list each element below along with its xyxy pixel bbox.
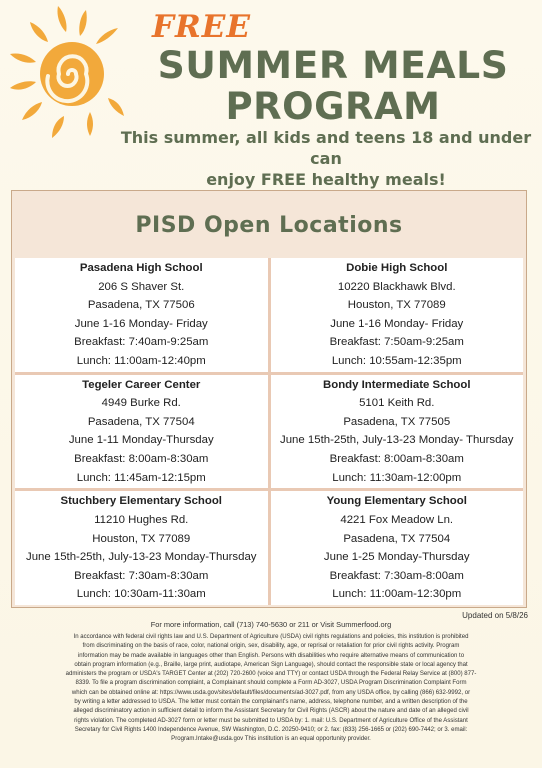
legal-line: alleged discriminatory action in sufficient detail to inform the Assistant Secretary for Civil Rights (ASCR) about the nature and date of an alleged civil [73,708,469,715]
subtitle-line2: enjoy FREE healthy meals! [206,170,446,189]
locations-header [12,191,526,259]
locations-title: PISD Open Locations [135,212,403,238]
location-name: Dobie High School [346,262,448,275]
sun-ray [10,53,36,62]
location-dates: June 1-25 Monday-Thursday [323,551,470,564]
legal-line: 8339. To file a program discrimination complaint, a Complainant should complete a Form AD-3027, USDA Program Discrimination Complaint Form [75,680,467,687]
nondiscrimination-statement [12,633,530,745]
location-breakfast: Breakfast: 8:00am-8:30am [329,453,464,466]
legal-line: In accordance with federal civil rights law and U.S. Department of Agriculture (USDA) civil rights regulations and policies, this institution is prohibited [73,634,469,640]
location-address: 206 S Shaver St. [98,280,185,293]
location-card [271,375,524,489]
sun-ray [96,28,118,44]
legal-line: rights violation. The completed AD-3027 form or letter must be submitted to USDA by: 1. mail: U.S. Department of Agriculture Office of the Assistant [74,717,468,724]
location-dates: June 1-16 Monday- Friday [330,317,464,330]
location-city: Pasadena, TX 77504 [87,415,195,428]
location-dates: June 1-16 Monday- Friday [74,317,208,330]
info-line: For more information, call (713) 740-5630 or 211 or Visit Summerfood.org [150,620,392,629]
legal-line: Program.Intake@usda.gov This institution is an equal opportunity provider. [171,736,371,743]
location-address: 4949 Burke Rd. [101,397,181,410]
location-city: Houston, TX 77089 [347,299,446,312]
location-address: 4221 Fox Meadow Ln. [340,513,454,526]
location-breakfast: Breakfast: 8:00am-8:30am [74,453,209,466]
location-name: Stuchbery Elementary School [60,495,222,508]
legal-line: obtain program information (e.g., Braille, large print, audiotape, American Sign Language), should contact the responsible state or local agency that [74,661,468,668]
location-name: Pasadena High School [79,262,203,275]
location-breakfast: Breakfast: 7:40am-9:25am [74,336,209,349]
sun-ray [79,10,87,36]
location-card [15,375,268,489]
location-card [15,491,268,605]
sun-icon [6,2,138,142]
sun-ray [52,116,64,138]
location-card [271,491,524,605]
locations-table [11,190,527,608]
legal-line: administers the program or USDA's TARGET Center at (202) 720-2600 (voice and TTY) or contact USDA through the Federal Relay Service at (800) 877- [65,671,477,678]
sun-ray [87,112,93,136]
sun-ray [57,6,66,32]
location-dates: June 15th-25th, July-13-23 Monday- Thursday [280,434,514,447]
sun-ray [22,102,42,120]
sun-ray [108,98,124,116]
location-card [271,258,524,372]
legal-line: by writing a letter addressed to USDA. The letter must contain the complainant's name, address, telephone number, and a written description of the [74,699,468,706]
location-address: 10220 Blackhawk Blvd. [337,280,456,293]
title-line2: PROGRAM [225,85,441,128]
location-lunch: Lunch: 10:30am-11:30am [76,588,206,601]
sun-ray [10,81,36,89]
subtitle-line1: This summer, all kids and teens 18 and under can [120,128,532,168]
location-city: Houston, TX 77089 [92,532,191,545]
location-city: Pasadena, TX 77504 [343,532,451,545]
location-lunch: Lunch: 11:00am-12:40pm [76,355,206,368]
location-breakfast: Breakfast: 7:50am-9:25am [329,336,464,349]
location-lunch: Lunch: 11:45am-12:15pm [76,471,206,484]
location-dates: June 15th-25th, July-13-23 Monday-Thursday [26,551,257,564]
legal-line: from discriminating on the basis of race, color, national origin, sex, disability, age, or reprisal or retaliation for prior civil rights activity. Program [82,643,460,650]
location-name: Bondy Intermediate School [323,378,471,391]
free-label: FREE [152,9,252,45]
legal-line: information may be made available in languages other than English. Persons with disabilities who require alternative means of communication to [77,652,465,659]
location-card [15,258,268,372]
location-breakfast: Breakfast: 7:30am-8:00am [329,569,464,582]
sun-disc [40,42,104,106]
location-city: Pasadena, TX 77506 [87,299,195,312]
location-breakfast: Breakfast: 7:30am-8:30am [74,569,209,582]
location-city: Pasadena, TX 77505 [343,415,451,428]
location-address: 11210 Hughes Rd. [94,513,189,526]
location-lunch: Lunch: 11:00am-12:30pm [332,588,462,601]
location-dates: June 1-11 Monday-Thursday [68,434,214,447]
updated-date: Updated on 5/8/26 [462,611,528,620]
legal-line: Secretary for Civil Rights 1400 Independence Avenue, SW Washington, D.C. 20250-9410; or 2. fax: (833) 256-1665 or (202) 690-7442; or 3. email: [74,726,468,733]
subtitle [110,127,542,190]
location-name: Young Elementary School [326,495,467,508]
locations-grid [15,258,523,605]
location-lunch: Lunch: 10:55am-12:35pm [331,355,462,368]
location-address: 5101 Keith Rd. [359,397,435,410]
location-lunch: Lunch: 11:30am-12:00pm [332,471,462,484]
title-line1: SUMMER MEALS [157,44,509,87]
legal-line: which can be obtained online at: https://www.usda.gov/sites/default/files/documents/ad-3027.pdf, from any USDA office, by calling (866) 632-9992, or [71,689,471,696]
sun-ray [30,22,48,42]
location-name: Tegeler Career Center [82,378,201,391]
